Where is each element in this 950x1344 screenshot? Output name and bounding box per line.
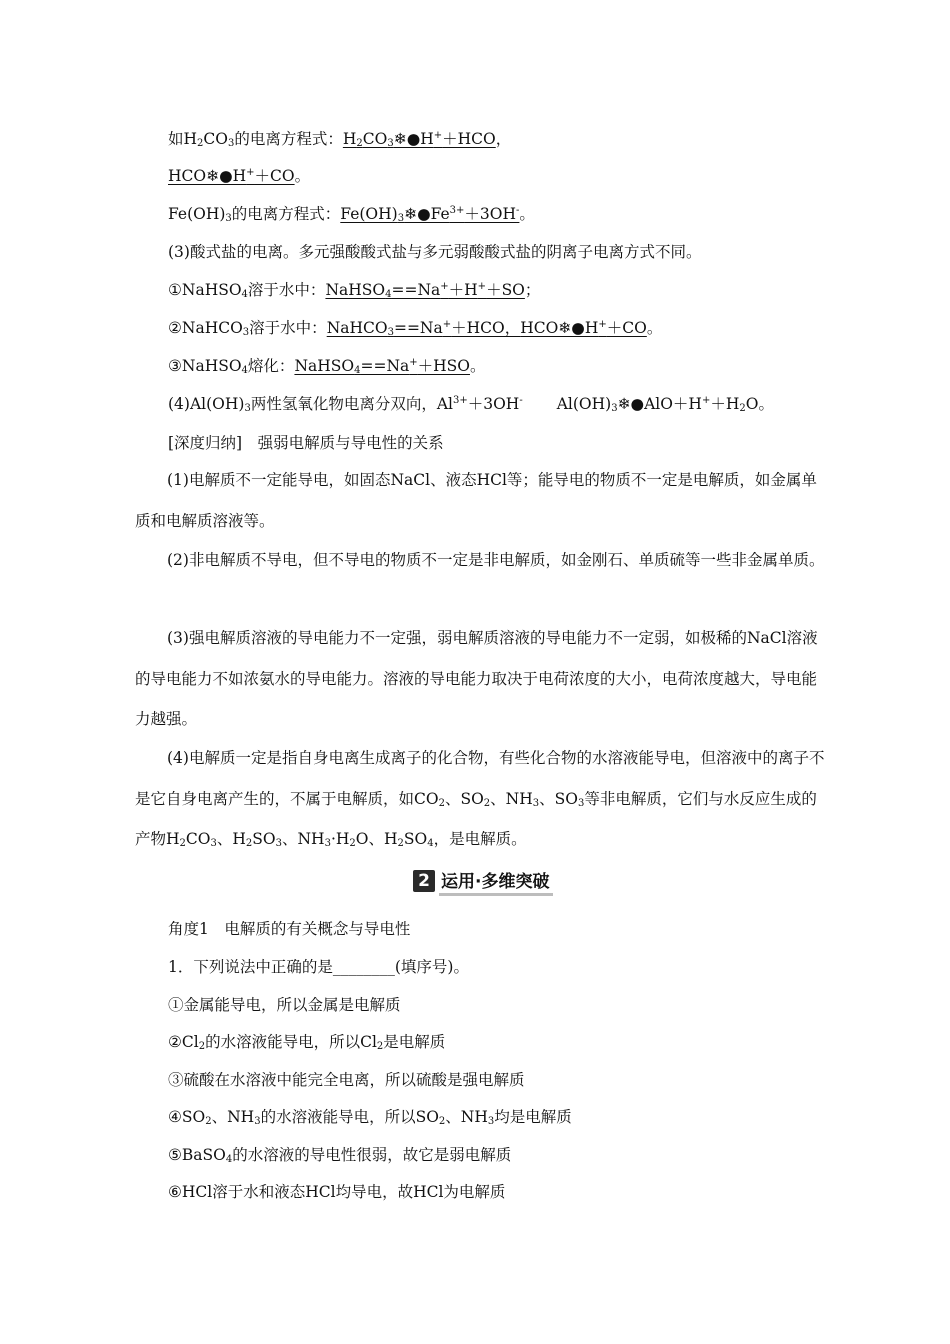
summary-heading: [深度归纳] 强弱电解质与导电性的关系 — [168, 434, 444, 452]
option-1: ①金属能导电，所以金属是电解质 — [168, 996, 401, 1014]
nahco3-equation-2: HCO❄●H+＋CO — [520, 319, 647, 337]
hco3-equation: HCO❄●H+＋CO — [168, 167, 295, 185]
nahso4-melt-equation: NaHSO$_4$==Na+＋HSO — [294, 357, 470, 376]
section-number-badge: 2 — [413, 870, 435, 892]
nahco3-water-line: ②NaHCO$_3$溶于水中：NaHCO$_3$==Na+＋HCO，HCO❄●H+＋CO。 — [168, 319, 663, 338]
nahso4-water-line: ①NaHSO$_4$溶于水中：NaHSO$_4$==Na+＋H+＋SO； — [168, 281, 541, 300]
nahso4-water-equation: NaHSO$_4$==Na+＋H+＋SO — [325, 281, 525, 300]
option-2: $②Cl_2$的水溶液能导电，所以$Cl_2$是电解质 — [168, 1033, 446, 1052]
section-banner — [413, 868, 553, 894]
option-5: ⑤BaSO$_4$的水溶液的导电性很弱，故它是弱电解质 — [168, 1146, 512, 1165]
option-6: ⑥HCl溶于水和液态HCl均导电，故HCl为电解质 — [168, 1183, 506, 1201]
nahco3-equation-1: NaHCO$_3$==Na+＋HCO， — [326, 319, 521, 338]
option-4: $④SO_2$、$NH_3$的水溶液能导电，所以$SO_2$、$NH_3$均是电解质 — [168, 1108, 572, 1127]
paragraph-1: (1)电解质不一定能导电，如固态NaCl、液态HCl等；能导电的物质不一定是电解质，如金属单质和电解质溶液等。 — [135, 471, 817, 530]
question-1: 1．下列说法中正确的是________(填序号)。 — [168, 958, 469, 976]
feoh3-ionization-line: $Fe(OH)_3$的电离方程式：$Fe(OH)_3❄●Fe^{3+}+3OH^-$。 — [168, 205, 535, 224]
nahso4-melt-line: ③NaHSO$_4$熔化：NaHSO$_4$==Na+＋HSO。 — [168, 357, 486, 376]
h2co3-equation: $H_2CO_3❄●H^++HCO$ — [342, 130, 496, 149]
paragraph-2: (2)非电解质不导电，但不导电的物质不一定是非电解质，如金刚石、单质硫等一些非金属单质。 — [167, 551, 825, 569]
paragraph-4: (4)电解质一定是指自身电离生成离子的化合物，有些化合物的水溶液能导电，但溶液中的离子不是它自身电离产生的，不属于电解质，如$CO_2$、$SO_2$、$NH_3$、$SO_3$等非电解质，它们与水反应生成的产物$H_2CO_3$、$H_2SO_3$、$NH_3\cdot H_2O$、$H_2SO_4$，是电解质。 — [135, 749, 825, 849]
angle-heading: 角度1 电解质的有关概念与导电性 — [168, 920, 411, 938]
feoh3-equation: $Fe(OH)_3❄●Fe^{3+}+3OH^-$ — [340, 205, 520, 224]
h2co3-ionization-line: 如$H_2CO_3$的电离方程式：$H_2CO_3❄●H^++HCO$， — [168, 130, 512, 149]
option-3: ③硫酸在水溶液中能完全电离，所以硫酸是强电解质 — [168, 1071, 525, 1089]
aloh3-line: $(4)Al(OH)_3$两性氢氧化物电离分双向，$Al^{3+}+3OH^-$ $Al(OH)_3❄●AlO+H^++H_2O$。 — [168, 395, 774, 414]
hco3-ionization-line: HCO❄●H+＋CO。 — [168, 167, 311, 185]
acid-salt-heading: (3)酸式盐的电离。多元强酸酸式盐与多元弱酸酸式盐的阴离子电离方式不同。 — [168, 243, 702, 261]
paragraph-3: (3)强电解质溶液的导电能力不一定强，弱电解质溶液的导电能力不一定弱，如极稀的NaCl溶液的导电能力不如浓氨水的导电能力。溶液的导电能力取决于电荷浓度的大小，电荷浓度越大，导电能力越强。 — [135, 629, 818, 728]
section-title: 运用·多维突破 — [439, 867, 553, 896]
